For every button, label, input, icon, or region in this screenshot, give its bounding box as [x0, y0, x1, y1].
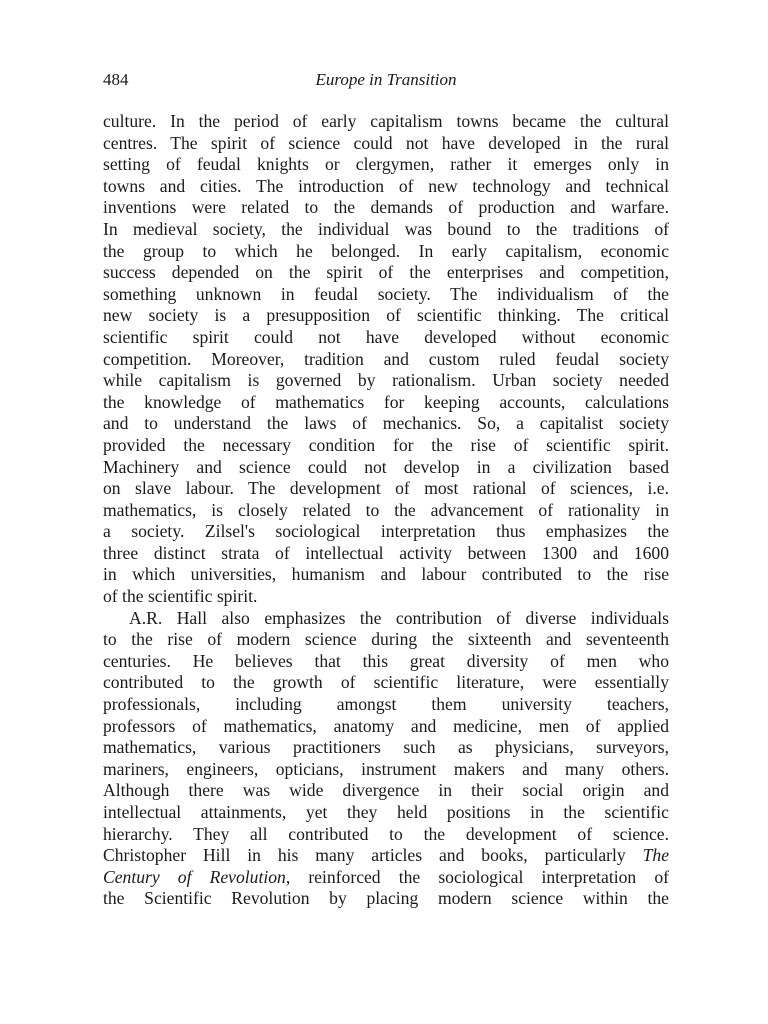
text-line: intellectual attainments, yet they held positions in the scientific [103, 802, 669, 822]
text-line: Machinery and science could not develop in a civilization based [103, 456, 669, 477]
text-line: culture. In the period of early capitalism towns became the cultural [103, 111, 669, 131]
text-line: mathematics, various practitioners such as physicians, surveyors, [103, 737, 669, 758]
page-number: 484 [103, 70, 129, 89]
text-line: in which universities, humanism and labour contributed to the rise [103, 564, 669, 585]
text-line [103, 867, 669, 889]
text-line: contributed to the growth of scientific literature, were essentially [103, 672, 669, 693]
text-line: a society. Zilsel's sociological interpretation thus emphasizes the [103, 521, 669, 542]
text-line: In medieval society, the individual was bound to the traditions of [103, 218, 669, 239]
text-line: inventions were related to the demands of production and warfare. [103, 197, 669, 218]
text-line: mathematics, is closely related to the advancement of rationality in [103, 499, 669, 520]
body-text [103, 111, 669, 910]
text-line: on slave labour. The development of most rational of sciences, i.e. [103, 478, 669, 499]
running-title: Europe in Transition [315, 70, 457, 89]
text-line: hierarchy. They all contributed to the development of science. [103, 823, 669, 844]
text-line: while capitalism is governed by rationalism. Urban society needed [103, 370, 669, 391]
text-line: provided the necessary condition for the rise of scientific spirit. [103, 434, 669, 455]
text-line: towns and cities. The introduction of new technology and technical [103, 175, 669, 196]
text-line: centres. The spirit of science could not have developed in the rural [103, 132, 669, 153]
text-line: setting of feudal knights or clergymen, rather it emerges only in [103, 154, 669, 175]
book-title-part: The [642, 845, 669, 866]
text-line: the group to which he belonged. In early capitalism, economic [103, 240, 669, 261]
text-line: and to understand the laws of mechanics. So, a capitalist society [103, 413, 669, 434]
text-line-part: Christopher Hill in his many articles and books, particularly [103, 845, 626, 866]
text-line: competition. Moreover, tradition and custom ruled feudal society [103, 348, 669, 369]
running-head [103, 70, 669, 94]
text-line-paragraph-start: A.R. Hall also emphasizes the contribution of diverse individuals [129, 607, 669, 628]
text-line: to the rise of modern science during the sixteenth and seventeenth [103, 629, 669, 650]
text-line: mariners, engineers, opticians, instrument makers and many others. [103, 758, 669, 779]
text-line: the Scientific Revolution by placing modern science within the [103, 888, 669, 909]
text-line: centuries. He believes that this great diversity of men who [103, 650, 669, 671]
text-line: the knowledge of mathematics for keeping accounts, calculations [103, 391, 669, 412]
text-line-part: , reinforced the sociological interpretation of [285, 866, 669, 887]
text-line: three distinct strata of intellectual activity between 1300 and 1600 [103, 542, 669, 563]
text-line: success depended on the spirit of the enterprises and competition, [103, 262, 669, 283]
text-line-paragraph-end: of the scientific spirit. [103, 586, 258, 607]
text-line: new society is a presupposition of scientific thinking. The critical [103, 305, 669, 326]
book-title-part: Century of Revolution [103, 866, 286, 887]
text-line: scientific spirit could not have developed without economic [103, 326, 669, 347]
text-line: Although there was wide divergence in their social origin and [103, 780, 669, 801]
text-line [103, 845, 669, 867]
text-line: professionals, including amongst them university teachers, [103, 694, 669, 715]
text-line: professors of mathematics, anatomy and medicine, men of applied [103, 715, 669, 736]
book-page [103, 70, 669, 910]
text-line: something unknown in feudal society. The individualism of the [103, 283, 669, 304]
